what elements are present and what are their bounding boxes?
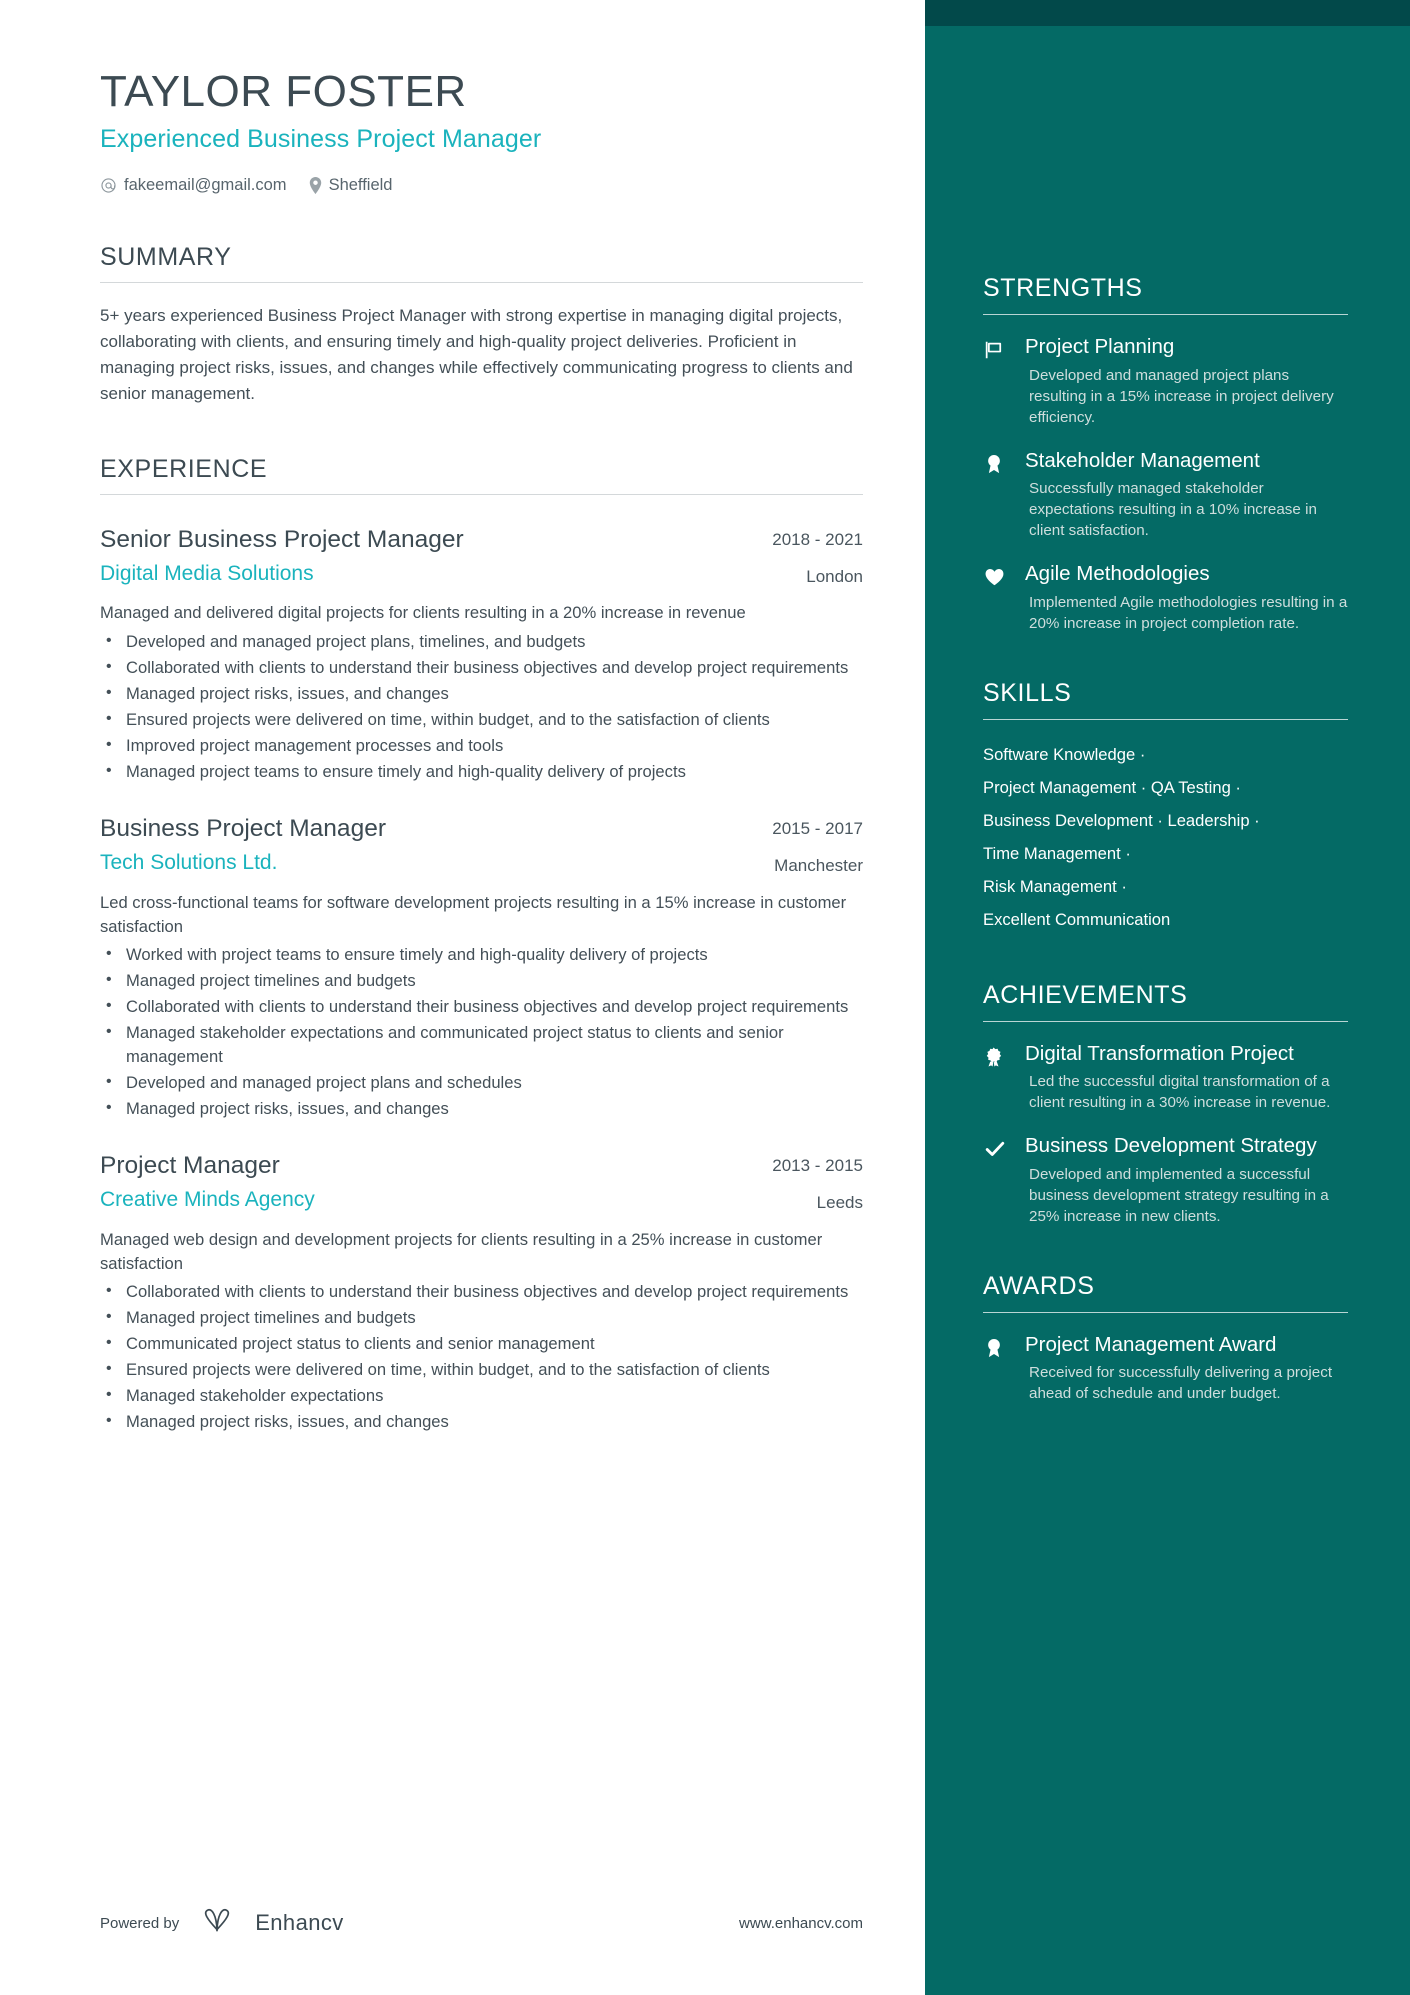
strength-description: Developed and managed project plans resulting in a 15% increase in project delivery efficiency. — [1029, 366, 1334, 426]
list-item: • Collaborated with clients to understand their business objectives and develop project requirements — [100, 995, 863, 1019]
list-item: • Communicated project status to clients and senior management — [100, 1332, 863, 1356]
contact-location-text: Sheffield — [328, 176, 393, 195]
award-title: Project Management Award — [1025, 1332, 1277, 1356]
strength-body — [1025, 449, 1348, 543]
award-medal-icon — [983, 449, 1011, 475]
at-email-icon — [100, 177, 117, 194]
summary-text: 5+ years experienced Business Project Manager with strong expertise in managing digital projects, collaborating with clients, and ensuring timely and high-quality project deliveries. Proficient in managing project risks, issues, and changes while effectively communicating progress to clients and senior management. — [100, 306, 853, 403]
list-item: • Collaborated with clients to understand their business objectives and develop project requirements — [100, 656, 863, 680]
list-item: • Managed project teams to ensure timely and high-quality delivery of projects — [100, 760, 863, 784]
experience-entry-header — [100, 814, 863, 877]
strength-item — [983, 449, 1348, 543]
enhancv-logo-icon — [195, 1907, 239, 1939]
skills-section — [983, 679, 1348, 937]
achievement-title: Business Development Strategy — [1025, 1134, 1317, 1158]
rosette-ribbon-icon — [983, 1042, 1011, 1068]
list-item: • Worked with project teams to ensure timely and high-quality delivery of projects — [100, 943, 863, 967]
skills-line: Project Management · QA Testing · — [983, 777, 1241, 797]
experience-entry — [100, 814, 863, 1121]
skills-line: Time Management · — [983, 844, 1131, 864]
strength-description: Successfully managed stakeholder expectations resulting in a 10% increase in client satisfaction. — [1029, 480, 1317, 540]
job-location: Manchester — [774, 856, 863, 876]
list-item: • Developed and managed project plans and schedules — [100, 1071, 863, 1095]
achievement-body — [1025, 1042, 1348, 1115]
job-bullets — [100, 1280, 863, 1434]
skills-line: Risk Management · — [983, 877, 1127, 897]
skills-divider — [983, 719, 1348, 720]
achievement-description: Led the successful digital transformation of a client resulting in a 30% increase in revenue. — [1029, 1073, 1331, 1112]
job-description: Managed web design and development projects for clients resulting in a 25% increase in customer satisfaction — [100, 1229, 823, 1273]
strength-item — [983, 335, 1348, 429]
list-item: • Collaborated with clients to understand their business objectives and develop project requirements — [100, 1280, 863, 1304]
skills-section-title: SKILLS — [983, 678, 1072, 707]
job-dates: 2013 - 2015 — [772, 1156, 863, 1176]
flag-icon — [983, 335, 1011, 361]
job-bullets — [100, 943, 863, 1121]
experience-divider — [100, 494, 863, 495]
list-item: • Managed stakeholder expectations — [100, 1384, 863, 1408]
job-company[interactable]: Digital Media Solutions — [100, 561, 314, 585]
experience-entry-meta — [750, 814, 863, 877]
award-description: Received for successfully delivering a project ahead of schedule and under budget. — [1029, 1364, 1333, 1403]
experience-entry-titles — [100, 525, 750, 586]
contact-email-text: fakeemail@gmail.com — [124, 176, 287, 195]
footer-website[interactable]: www.enhancv.com — [739, 1914, 863, 1932]
heart-icon — [983, 562, 1011, 588]
experience-section — [100, 455, 863, 1434]
list-item: • Managed project timelines and budgets — [100, 969, 863, 993]
list-item: • Managed project timelines and budgets — [100, 1306, 863, 1330]
awards-section — [983, 1272, 1348, 1406]
summary-section-title: SUMMARY — [100, 243, 232, 272]
awards-section-title: AWARDS — [983, 1271, 1095, 1300]
contact-row — [100, 176, 863, 195]
experience-entry-titles — [100, 814, 750, 875]
check-icon — [983, 1134, 1011, 1160]
header-block — [100, 68, 863, 195]
job-dates: 2015 - 2017 — [772, 818, 863, 838]
enhancv-brand-name: Enhancv — [255, 1910, 344, 1935]
job-location: Leeds — [816, 1193, 863, 1213]
summary-divider — [100, 282, 863, 283]
job-dates: 2018 - 2021 — [772, 529, 863, 549]
list-item: • Managed project risks, issues, and changes — [100, 1410, 863, 1434]
map-pin-icon — [309, 177, 322, 194]
list-item: • Improved project management processes and tools — [100, 734, 863, 758]
experience-entry-header — [100, 525, 863, 588]
list-item: • Ensured projects were delivered on time, within budget, and to the satisfaction of clients — [100, 708, 863, 732]
experience-entry — [100, 1151, 863, 1434]
achievement-item — [983, 1042, 1348, 1115]
strengths-section-title: STRENGTHS — [983, 274, 1143, 302]
skills-list — [983, 738, 1348, 937]
powered-by-label: Powered by — [100, 1914, 180, 1932]
job-location: London — [806, 567, 863, 587]
strengths-divider — [983, 314, 1348, 315]
footer — [100, 1907, 863, 1939]
job-description: Led cross-functional teams for software development projects resulting in a 15% increase in customer satisfaction — [100, 892, 847, 936]
award-item — [983, 1333, 1348, 1406]
achievement-body — [1025, 1134, 1348, 1228]
awards-divider — [983, 1312, 1348, 1313]
list-item: • Ensured projects were delivered on time, within budget, and to the satisfaction of clients — [100, 1358, 863, 1382]
job-company[interactable]: Tech Solutions Ltd. — [100, 850, 278, 874]
contact-location — [309, 176, 393, 195]
strength-description: Implemented Agile methodologies resulting in a 20% increase in project completion rate. — [1029, 593, 1348, 632]
page-title: TAYLOR FOSTER — [100, 67, 467, 116]
achievements-section-title: ACHIEVEMENTS — [983, 980, 1188, 1009]
award-medal-icon — [983, 1333, 1011, 1359]
strength-title: Stakeholder Management — [1025, 448, 1260, 472]
sidebar-top-band — [925, 0, 1410, 26]
experience-entry-meta — [750, 525, 863, 588]
award-body — [1025, 1333, 1348, 1406]
experience-section-title: EXPERIENCE — [100, 454, 268, 483]
sidebar — [925, 0, 1410, 1995]
strength-item — [983, 562, 1348, 635]
achievement-description: Developed and implemented a successful business development strategy resulting in a 25% increase in new clients. — [1029, 1165, 1329, 1225]
list-item: • Developed and managed project plans, timelines, and budgets — [100, 630, 863, 654]
strength-title: Agile Methodologies — [1025, 562, 1210, 585]
job-title: Business Project Manager — [100, 814, 386, 842]
headline: Experienced Business Project Manager — [100, 125, 542, 154]
skills-line: Business Development · Leadership · — [983, 810, 1260, 830]
powered-by-block — [100, 1907, 344, 1939]
strengths-section — [983, 274, 1348, 635]
achievement-title: Digital Transformation Project — [1025, 1041, 1294, 1065]
job-title: Project Manager — [100, 1152, 280, 1180]
experience-entry-titles — [100, 1151, 750, 1212]
strength-title: Project Planning — [1025, 335, 1175, 358]
job-company[interactable]: Creative Minds Agency — [100, 1187, 315, 1211]
job-title: Senior Business Project Manager — [100, 525, 464, 553]
contact-email[interactable] — [100, 176, 287, 195]
strength-body — [1025, 335, 1348, 429]
skills-line: Excellent Communication — [983, 910, 1171, 930]
achievements-section — [983, 981, 1348, 1228]
summary-section — [100, 243, 863, 406]
skills-line: Software Knowledge · — [983, 744, 1146, 764]
experience-entry-header — [100, 1151, 863, 1214]
experience-entry — [100, 525, 863, 784]
strength-body — [1025, 562, 1348, 635]
experience-entry-meta — [750, 1151, 863, 1214]
list-item: • Managed project risks, issues, and changes — [100, 1097, 863, 1121]
achievements-divider — [983, 1021, 1348, 1022]
job-description: Managed and delivered digital projects for clients resulting in a 20% increase in revenue — [100, 603, 746, 623]
job-bullets — [100, 630, 863, 784]
list-item: • Managed stakeholder expectations and communicated project status to clients and senior management — [100, 1021, 863, 1069]
list-item: • Managed project risks, issues, and changes — [100, 682, 863, 706]
achievement-item — [983, 1134, 1348, 1228]
